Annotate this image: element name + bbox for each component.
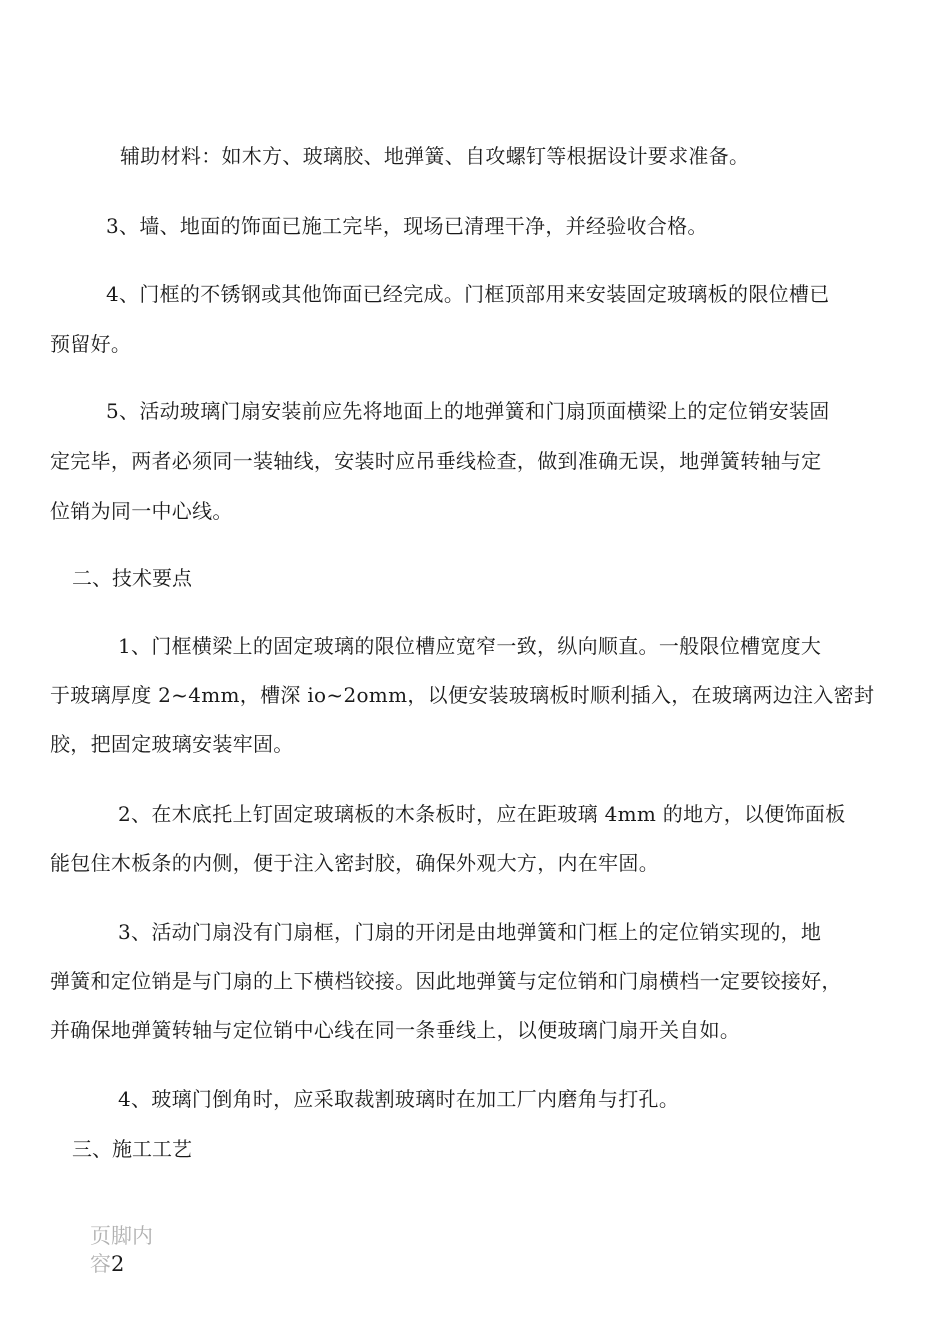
section-heading-construction-process: 三、施工工艺 — [72, 1137, 192, 1161]
paragraph-line: 预留好。 — [50, 332, 132, 356]
paragraph-line: 能包住木板条的内侧，便于注入密封胶，确保外观大方，内在牢固。 — [50, 851, 659, 875]
paragraph-line: 1、门框横梁上的固定玻璃的限位槽应宽窄一致，纵向顺直。一般限位槽宽度大 — [118, 634, 822, 658]
footer-label: 页脚内容 — [90, 1224, 153, 1276]
paragraph-line: 4、门框的不锈钢或其他饰面已经完成。门框顶部用来安装固定玻璃板的限位槽已 — [106, 282, 830, 306]
footer-page-number: 2 — [111, 1252, 125, 1276]
paragraph-tech-4: 4、玻璃门倒角时，应采取裁割玻璃时在加工厂内磨角与打孔。 — [118, 1087, 680, 1111]
paragraph-line: 弹簧和定位销是与门扇的上下横档铰接。因此地弹簧与定位销和门扇横档一定要铰接好， — [50, 969, 842, 993]
paragraph-line: 胶，把固定玻璃安装牢固。 — [50, 732, 294, 756]
section-heading-technical-points: 二、技术要点 — [72, 566, 192, 590]
paragraph-line: 并确保地弹簧转轴与定位销中心线在同一条垂线上，以便玻璃门扇开关自如。 — [50, 1018, 741, 1042]
page-footer — [90, 1222, 170, 1278]
paragraph-line: 定完毕，两者必须同一装轴线，安装时应吊垂线检查，做到准确无误，地弹簧转轴与定 — [50, 449, 822, 473]
paragraph-item-3-walls: 3、墙、地面的饰面已施工完毕，现场已清理干净，并经验收合格。 — [106, 214, 708, 238]
paragraph-line: 3、活动门扇没有门扇框，门扇的开闭是由地弹簧和门框上的定位销实现的，地 — [118, 920, 822, 944]
paragraph-line: 位销为同一中心线。 — [50, 499, 233, 523]
paragraph-auxiliary-materials: 辅助材料：如木方、玻璃胶、地弹簧、自攻螺钉等根据设计要求准备。 — [120, 144, 750, 168]
paragraph-line: 5、活动玻璃门扇安装前应先将地面上的地弹簧和门扇顶面横梁上的定位销安装固 — [106, 399, 830, 423]
paragraph-line: 2、在木底托上钉固定玻璃板的木条板时，应在距玻璃 4mm 的地方，以便饰面板 — [118, 802, 846, 826]
paragraph-line: 于玻璃厚度 2~4mm，槽深 io~2omm，以便安装玻璃板时顺利插入，在玻璃两边注入密封 — [50, 683, 875, 707]
